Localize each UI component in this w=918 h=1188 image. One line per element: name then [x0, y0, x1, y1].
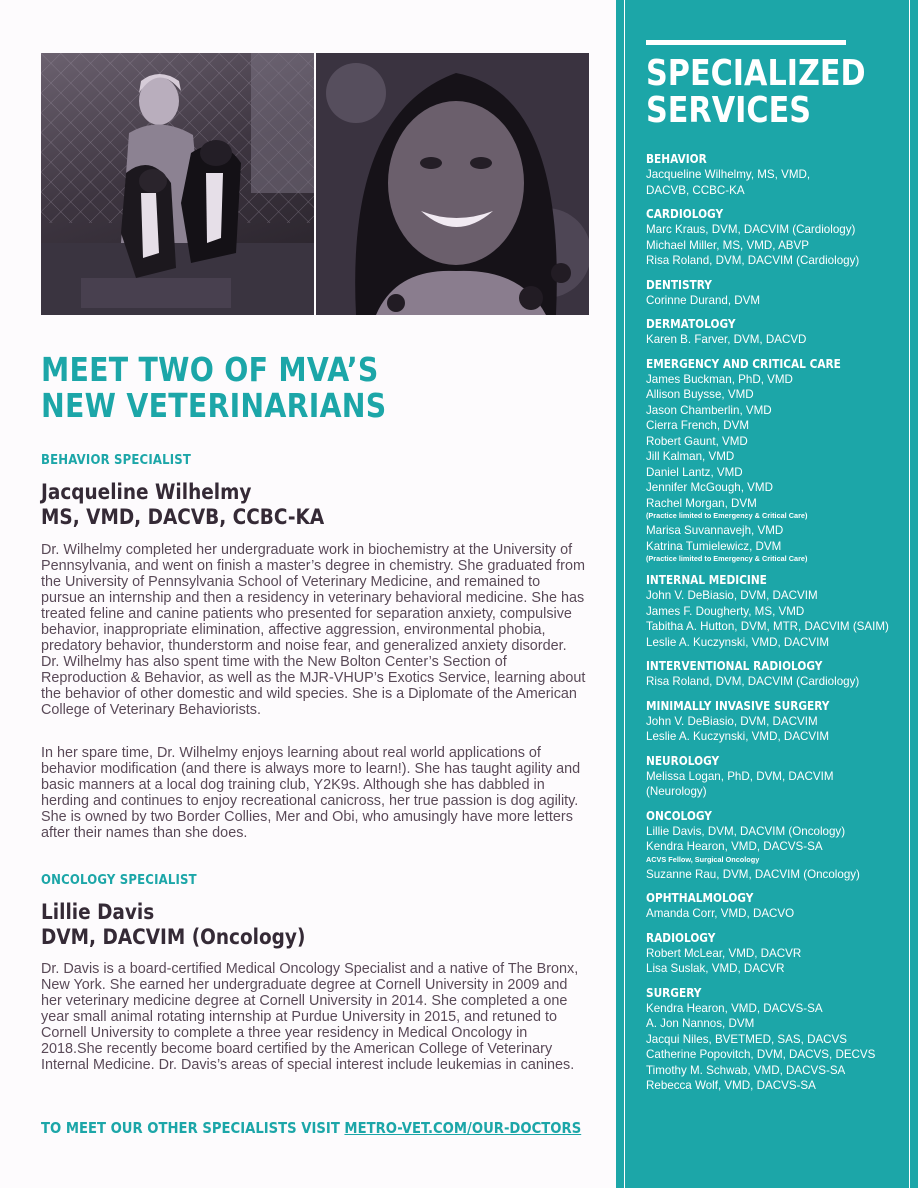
service-doctor: Marc Kraus, DVM, DACVIM (Cardiology) — [646, 223, 856, 236]
sidebar-title-line-2: SERVICES — [646, 90, 812, 131]
doctor2-name: Lillie Davis — [41, 900, 155, 924]
service-doctor: Risa Roland, DVM, DACVIM (Cardiology) — [646, 254, 860, 267]
service-doctor: Kendra Hearon, VMD, DACVS-SA — [646, 1001, 823, 1015]
doctor2-credentials: DVM, DACVIM (Oncology) — [41, 925, 306, 949]
service-heading: OPHTHALMOLOGY — [646, 891, 754, 905]
service-doctor: Kendra Hearon, VMD, DACVS-SA — [646, 840, 823, 853]
service-heading: MINIMALLY INVASIVE SURGERY — [646, 698, 830, 713]
service-heading: RADIOLOGY — [646, 930, 716, 945]
service-doctor: Risa Roland, DVM, DACVIM (Cardiology) — [646, 675, 860, 688]
service-doctor: (Neurology) — [646, 785, 707, 798]
service-doctor: Lisa Suslak, VMD, DACVR — [646, 962, 785, 975]
service-doctor: Robert McLear, VMD, DACVR — [646, 946, 802, 960]
service-doctor: Melissa Logan, PhD, DVM, DACVIM — [646, 769, 834, 783]
service-note: ACVS Fellow, Surgical Oncology — [646, 854, 760, 864]
service-doctor: Jason Chamberlin, VMD — [646, 403, 772, 417]
service-doctor: Daniel Lantz, VMD — [646, 465, 743, 479]
service-group — [646, 659, 911, 690]
service-group — [646, 986, 911, 1094]
service-doctor: James F. Dougherty, MS, VMD — [646, 604, 805, 618]
doctor1-credentials: MS, VMD, DACVB, CCBC-KA — [41, 505, 325, 529]
service-group — [646, 317, 911, 348]
headline-line-2: NEW VETERINARIANS — [41, 386, 387, 425]
service-heading: ONCOLOGY — [646, 808, 712, 823]
service-heading: NEUROLOGY — [646, 753, 720, 768]
service-group — [646, 754, 911, 800]
headline-line-1: MEET TWO OF MVA’S — [41, 350, 379, 389]
service-group — [646, 891, 911, 922]
service-doctor: Tabitha A. Hutton, DVM, MTR, DACVIM (SAIM) — [646, 620, 889, 633]
photo-wilhelmy-with-dogs — [41, 53, 314, 315]
service-heading: SURGERY — [646, 985, 702, 1000]
service-doctor: Timothy M. Schwab, VMD, DACVS-SA — [646, 1063, 846, 1077]
photo-davis-illustration — [316, 53, 589, 315]
service-doctor: Marisa Suvannavejh, VMD — [646, 524, 784, 537]
service-doctor: Jacqui Niles, BVETMED, SAS, DACVS — [646, 1032, 848, 1046]
service-group — [646, 152, 911, 198]
service-doctor: Corinne Durand, DVM — [646, 293, 761, 307]
service-group — [646, 931, 911, 977]
service-doctor: Michael Miller, MS, VMD, ABVP — [646, 238, 809, 252]
doctor1-bio-paragraph-1: Dr. Wilhelmy completed her undergraduate work in biochemistry at the University of Pennsylvania, and went on finish a master’s degree in chemistry. She graduated from the University of Pennsylvania School of Veterinary Medicine, and remained to pursue an internship and then a residency in veterinary behavioral medicine. She has treated feline and canine patients who presented for separation anxiety, compulsive behavior, inappropriate elimination, affective aggression, environmental phobia, predatory behavior, thunderstorm and noise fear, and generalized anxiety disorder. Dr. Wilhelmy has also spent time with the New Bolton Center’s Section of Reproduction & Behavior, as well as the MJR-VHUP’s Exotics Service, learning about the behavior of other domestic and wild species. She is a Diplomate of the American College of Veterinary Behaviorists. — [41, 542, 586, 718]
service-doctor: John V. DeBiasio, DVM, DACVIM — [646, 714, 818, 728]
service-doctor: Jennifer McGough, VMD — [646, 481, 773, 494]
sidebar-top-rule — [646, 40, 846, 45]
service-doctor: DACVB, CCBC-KA — [646, 183, 745, 197]
service-group — [646, 573, 911, 650]
doctor2-name-heading — [41, 900, 305, 950]
service-heading: INTERVENTIONAL RADIOLOGY — [646, 659, 823, 673]
service-heading: CARDIOLOGY — [646, 207, 724, 221]
service-doctor: Rebecca Wolf, VMD, DACVS-SA — [646, 1079, 816, 1092]
sidebar-title-line-1: SPECIALIZED — [646, 53, 866, 94]
service-heading: EMERGENCY AND CRITICAL CARE — [646, 356, 841, 371]
doctor2-bio-paragraph-1: Dr. Davis is a board-certified Medical Oncology Specialist and a native of The Bronx, New York. She earned her undergraduate degree at Cornell University in 2009 and her veterinary medicine degree at Cornell University in 2014. She completed a one year small animal rotating internship at Purdue University in 2015, and retuned to Cornell University to complete a three year residency in Medical Oncology in 2018.She recently become board certified by the American College of Veterinary Internal Medicine. Dr. Davis’s areas of special interest include leukemias in canines. — [41, 961, 579, 1073]
service-doctor: Catherine Popovitch, DVM, DACVS, DECVS — [646, 1048, 876, 1061]
doctor2-specialty-label: ONCOLOGY SPECIALIST — [41, 873, 197, 888]
page-headline — [41, 352, 523, 424]
service-doctor: Amanda Corr, VMD, DACVO — [646, 907, 795, 920]
service-note: (Practice limited to Emergency & Critical Care) — [646, 511, 808, 520]
service-doctor: A. Jon Nannos, DVM — [646, 1017, 755, 1030]
service-heading: INTERNAL MEDICINE — [646, 573, 767, 587]
cta-text: TO MEET OUR OTHER SPECIALISTS VISIT — [41, 1119, 345, 1137]
service-heading: DERMATOLOGY — [646, 317, 736, 331]
service-doctor: Leslie A. Kuczynski, VMD, DACVIM — [646, 730, 829, 743]
cta-link[interactable]: METRO-VET.COM/OUR-DOCTORS — [344, 1119, 582, 1137]
photo-davis-portrait — [316, 53, 589, 315]
doctor1-bio-paragraph-2: In her spare time, Dr. Wilhelmy enjoys learning about real world applications of behavior modification (and there is always more to learn!). She has taught agility and basic manners at a local dog training club, Y2K9s. Although she has dabbled in herding and continues to enjoy recreational canicross, her true passion is dog agility. She is owned by two Border Collies, Mer and Obi, who amusingly have more letters after their names than she does. — [41, 745, 581, 841]
service-doctor: James Buckman, PhD, VMD — [646, 372, 793, 386]
service-doctor: Katrina Tumielewicz, DVM — [646, 539, 782, 553]
photo-wilhelmy-illustration — [41, 53, 314, 315]
service-doctor: Leslie A. Kuczynski, VMD, DACVIM — [646, 635, 829, 649]
sidebar-left-border — [624, 0, 625, 1188]
service-heading: DENTISTRY — [646, 277, 712, 292]
service-doctor: Jill Kalman, VMD — [646, 450, 735, 463]
service-doctor: John V. DeBiasio, DVM, DACVIM — [646, 589, 818, 602]
service-doctor: Allison Buysse, VMD — [646, 388, 754, 401]
service-doctor: Lillie Davis, DVM, DACVIM (Oncology) — [646, 824, 846, 838]
doctor1-specialty-label: BEHAVIOR SPECIALIST — [41, 453, 192, 468]
service-note: (Practice limited to Emergency & Critical Care) — [646, 554, 808, 563]
service-doctor: Robert Gaunt, VMD — [646, 434, 748, 448]
doctor1-name: Jacqueline Wilhelmy — [41, 480, 252, 504]
doctor1-name-heading — [41, 480, 324, 530]
service-group — [646, 357, 911, 565]
service-doctor: Suzanne Rau, DVM, DACVIM (Oncology) — [646, 867, 860, 881]
service-doctor: Jacqueline Wilhelmy, MS, VMD, — [646, 168, 811, 181]
service-doctor: Rachel Morgan, DVM — [646, 496, 757, 510]
specialized-services-sidebar — [616, 0, 918, 1188]
service-doctor: Karen B. Farver, DVM, DACVD — [646, 333, 807, 346]
service-group — [646, 207, 911, 269]
sidebar-title — [646, 55, 866, 129]
cta-line — [41, 1119, 581, 1137]
services-list — [646, 152, 911, 1103]
service-heading: BEHAVIOR — [646, 152, 707, 166]
service-group — [646, 809, 911, 883]
service-group — [646, 699, 911, 745]
service-group — [646, 278, 911, 309]
service-doctor: Cierra French, DVM — [646, 419, 750, 432]
